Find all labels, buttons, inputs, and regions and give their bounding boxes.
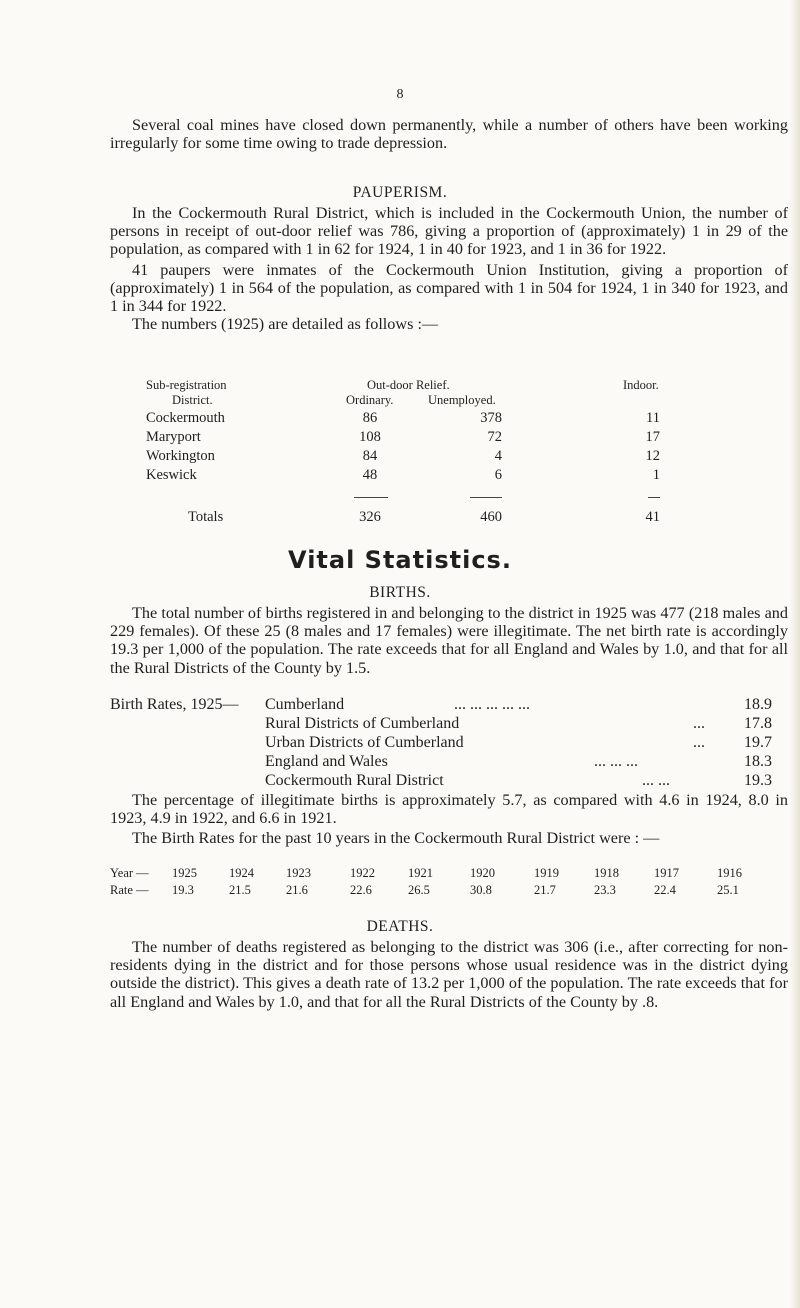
year-cell: 1925	[172, 866, 197, 880]
intro-text: Several coal mines have closed down permanently, while a number of others have been working irregularly for some time owing to trade depression.	[110, 116, 788, 153]
table-row-unemployed: 4	[494, 448, 502, 464]
page-number: 8	[396, 87, 404, 102]
year-cell: 1917	[654, 866, 679, 880]
birth-rate-label: Urban Districts of Cumberland	[265, 734, 464, 751]
birth-rate-dots: ... ... ...	[594, 753, 638, 770]
rate-cell: 22.6	[350, 883, 372, 897]
births-heading: BIRTHS.	[369, 584, 431, 601]
table-row-ordinary: 86	[362, 410, 378, 426]
year-cell: 1920	[470, 866, 495, 880]
year-cell: 1922	[350, 866, 375, 880]
births-para-2: The percentage of illegitimate births is approximately 5.7, as compared with 4.6 in 1924, 8.0 in 1923, 4.9 in 1922, and 6.6 in 1921.	[110, 791, 788, 828]
births-paragraph	[110, 604, 788, 677]
rate-cell: 23.3	[594, 883, 616, 897]
birth-rate-value: 19.7	[744, 734, 772, 751]
year-cell: 1918	[594, 866, 619, 880]
year-cell: 1924	[229, 866, 254, 880]
rate-cell: 19.3	[172, 883, 194, 897]
table-row-ordinary: 48	[362, 467, 378, 483]
pauperism-para-1: In the Cockermouth Rural District, which is included in the Cockermouth Union, the number of persons in receipt of out-door relief was 786, giving a proportion of (approximately) 1 in 29 of the population, as compared with 1 in 62 for 1924, 1 in 40 for 1923, and 1 in 36 for 1922.	[110, 204, 788, 259]
table-header-outdoor: Out-door Relief.	[367, 378, 450, 392]
year-row-label: Year —	[110, 866, 149, 880]
table-row-indoor: 11	[646, 410, 660, 426]
pauperism-para-2: 41 paupers were inmates of the Cockermouth Union Institution, giving a proportion of (approximately) 1 in 564 of the population, as compared with 1 in 504 for 1924, 1 in 340 for 1923, and 1 in 344 for 1922.	[110, 260, 788, 316]
pauperism-paragraphs	[110, 204, 788, 333]
table-row-unemployed: 378	[480, 410, 502, 426]
births-para-3: The Birth Rates for the past 10 years in the Cockermouth Rural District were : —	[132, 829, 660, 848]
rate-cell: 26.5	[408, 883, 430, 897]
birth-rate-label: Rural Districts of Cumberland	[265, 715, 460, 732]
birth-rate-dots: ... ... ... ... ...	[454, 696, 530, 713]
births-paragraph-2	[110, 791, 788, 848]
birth-rate-value: 18.9	[744, 696, 772, 713]
rate-cell: 22.4	[654, 883, 676, 897]
table-header-district-1: Sub-registration	[146, 378, 227, 392]
table-totals-unemployed: 460	[480, 509, 502, 525]
rate-cell: 25.1	[717, 883, 739, 897]
year-cell: 1916	[717, 866, 742, 880]
table-header-unemployed: Unemployed.	[428, 393, 496, 407]
table-row-district: Cockermouth	[146, 410, 225, 426]
table-row-district: Workington	[146, 448, 215, 464]
year-cell: 1923	[286, 866, 311, 880]
birth-rate-label: Cockermouth Rural District	[265, 772, 444, 789]
pauperism-para-3: The numbers (1925) are detailed as follows :—	[132, 315, 439, 334]
table-row-ordinary: 108	[359, 429, 381, 445]
table-row-indoor: 17	[645, 429, 660, 445]
table-row-unemployed: 6	[494, 467, 502, 483]
table-row-unemployed: 72	[487, 429, 502, 445]
table-totals-ordinary: 326	[359, 509, 381, 525]
year-cell: 1921	[408, 866, 433, 880]
birth-rate-value: 18.3	[744, 753, 772, 770]
total-rule-ordinary	[354, 497, 388, 498]
birth-rate-value: 17.8	[744, 715, 772, 732]
vital-statistics-heading: Vital Statistics.	[288, 546, 512, 574]
table-header-district-2: District.	[172, 393, 213, 407]
deaths-para-1: The number of deaths registered as belonging to the district was 306 (i.e., after correcting for non-residents dying in the district and for those persons whose usual residence was in the district dying outside the district). This gives a death rate of 13.2 per 1,000 of the population. The rate exceeds that for all England and Wales by 1.0, and that for all the Rural Districts of the County by .8.	[110, 938, 788, 1011]
birth-rates-prefix: Birth Rates, 1925—	[110, 696, 239, 713]
table-totals-label: Totals	[188, 509, 224, 525]
table-row-district: Keswick	[146, 467, 197, 483]
table-header-ordinary: Ordinary.	[346, 393, 394, 407]
total-rule-indoor	[648, 497, 660, 498]
birth-rate-dots: ... ...	[642, 772, 670, 789]
birth-rate-value: 19.3	[744, 772, 772, 789]
birth-rate-dots: ...	[693, 715, 705, 732]
table-row-indoor: 12	[645, 448, 660, 464]
birth-rate-dots: ...	[693, 734, 705, 751]
birth-rate-label: England and Wales	[265, 753, 388, 770]
table-header-indoor: Indoor.	[623, 378, 659, 392]
rate-cell: 21.5	[229, 883, 251, 897]
deaths-paragraph	[110, 938, 788, 1011]
intro-paragraph	[110, 116, 788, 152]
year-cell: 1919	[534, 866, 559, 880]
table-totals-indoor: 41	[645, 509, 660, 525]
table-row-ordinary: 84	[362, 448, 378, 464]
rate-cell: 21.6	[286, 883, 308, 897]
total-rule-unemployed	[470, 497, 502, 498]
births-para-1: The total number of births registered in and belonging to the district in 1925 was 477 (218 males and 229 females). Of these 25 (8 males and 17 females) were illegitimate. The net birth rate is accordingly 19.3 per 1,000 of the population. The rate exceeds that for all England and Wales by 1.0, and that for all the Rural Districts of the County by 1.5.	[110, 604, 788, 677]
deaths-heading: DEATHS.	[366, 918, 434, 935]
birth-rate-label: Cumberland	[265, 696, 345, 713]
rate-cell: 21.7	[534, 883, 556, 897]
pauperism-heading: PAUPERISM.	[352, 184, 448, 201]
rate-cell: 30.8	[470, 883, 492, 897]
table-row-district: Maryport	[146, 429, 201, 445]
table-row-indoor: 1	[652, 467, 660, 483]
rate-row-label: Rate —	[110, 883, 149, 897]
